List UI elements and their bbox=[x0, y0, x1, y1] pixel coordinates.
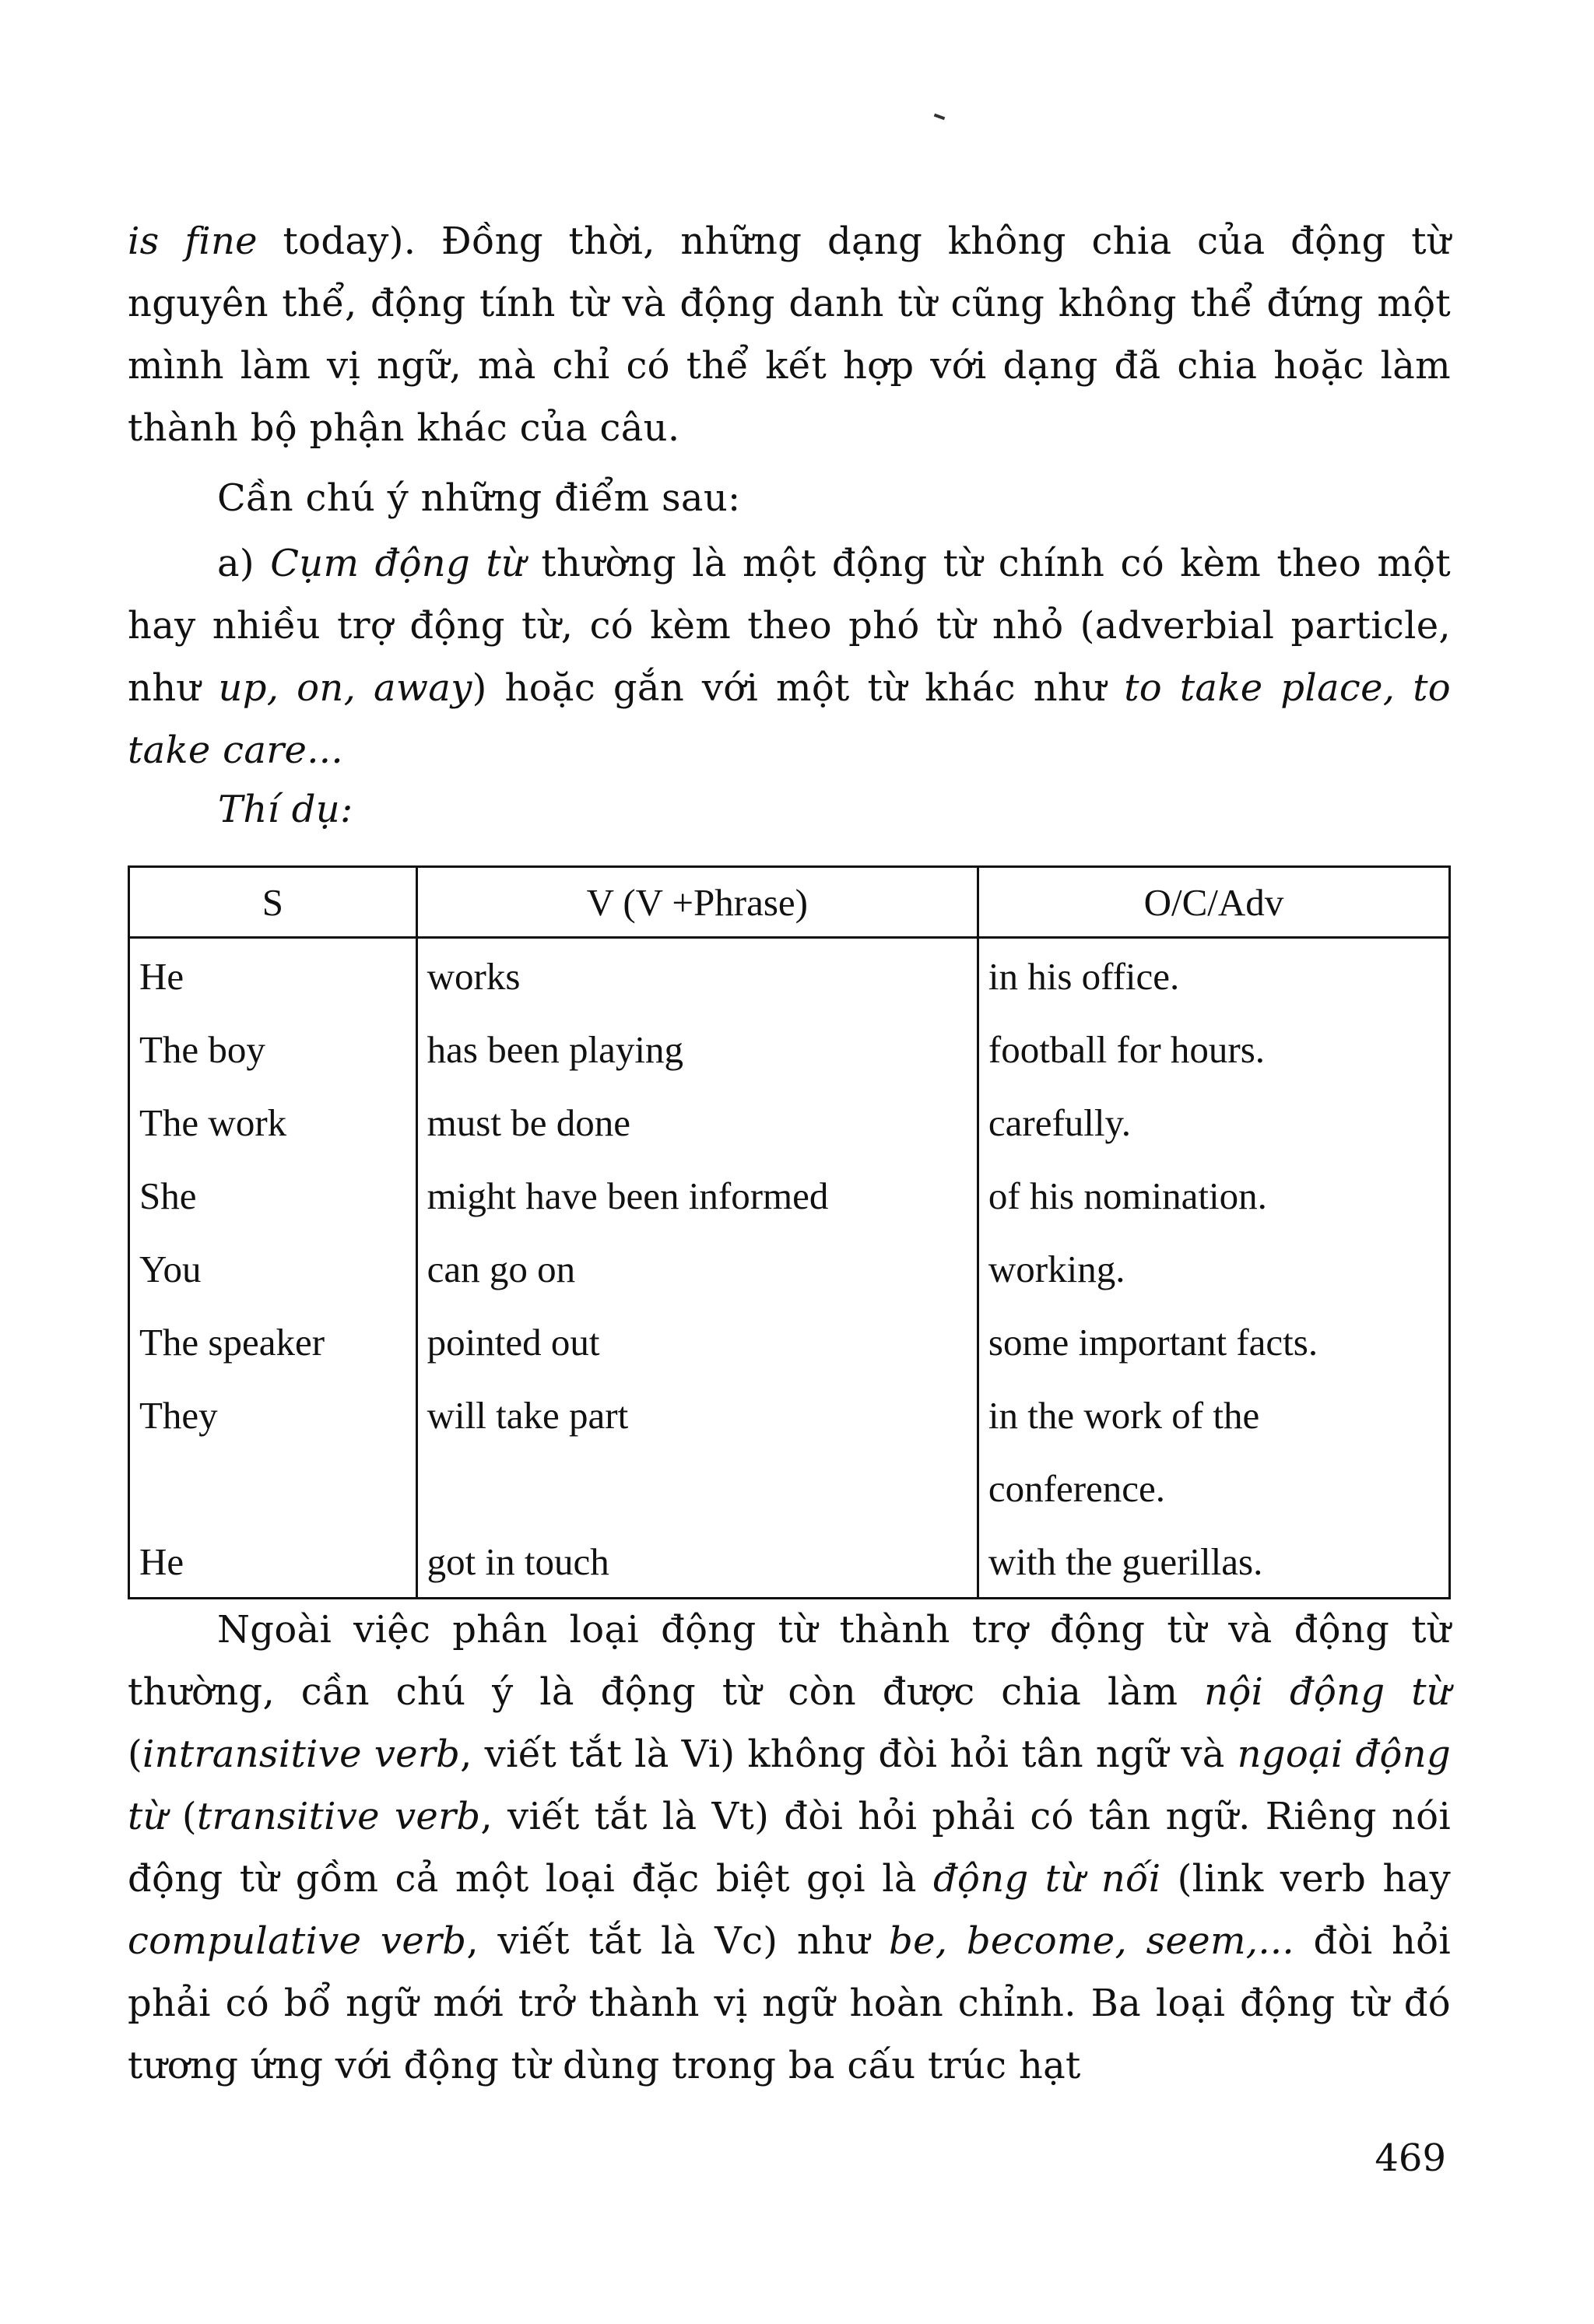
paragraph-note-intro bbox=[128, 467, 1451, 529]
table-row bbox=[129, 1378, 1450, 1451]
cell-subject bbox=[129, 1451, 417, 1524]
examples-italic: be, become, seem,... bbox=[889, 1919, 1294, 1963]
term-italic: Cụm động từ bbox=[270, 542, 526, 585]
cell-object: conference. bbox=[978, 1451, 1449, 1524]
term-italic: transitive verb bbox=[196, 1795, 481, 1838]
paragraph-text: today). Đồng thời, những dạng không chia của động từ nguyên thể, động tính từ và động danh từ cũng không thể đứng một mình làm vị ngữ, mà chỉ có thể kết hợp với dạng đã chia hoặc làm thành bộ phận khác của câu. bbox=[128, 219, 1451, 450]
paragraph-text: đòi hỏi phải có bổ ngữ mới trở thành vị ngữ hoàn chỉnh. Ba loại động từ đó tương ứng với động từ dùng trong ba cấu trúc hạt bbox=[128, 1919, 1452, 2087]
paragraph-text: (link verb hay bbox=[1160, 1857, 1452, 1901]
examples-italic: to take place, to take care... bbox=[128, 666, 1451, 772]
cell-verb: might have been informed bbox=[416, 1158, 978, 1231]
cell-subject: They bbox=[129, 1378, 417, 1451]
cell-object: with the guerillas. bbox=[978, 1524, 1449, 1599]
table-row bbox=[129, 1231, 1450, 1304]
cell-subject: She bbox=[129, 1158, 417, 1231]
table-row bbox=[129, 1012, 1450, 1085]
list-marker: a) bbox=[217, 542, 271, 585]
cell-object: in the work of the bbox=[978, 1378, 1449, 1451]
page-number: 469 bbox=[1375, 2136, 1446, 2180]
paragraph-text: thường là một động từ chính có kèm theo một hay nhiều trợ động từ, có kèm theo phó từ nhỏ (adverbial particle, như bbox=[128, 542, 1451, 710]
term-italic: động từ nối bbox=[933, 1857, 1161, 1901]
table-row bbox=[129, 1524, 1450, 1599]
table-row bbox=[129, 1085, 1450, 1158]
cell-verb: will take part bbox=[416, 1378, 978, 1451]
cell-subject: The boy bbox=[129, 1012, 417, 1085]
cell-verb: can go on bbox=[416, 1231, 978, 1304]
table-header-row bbox=[129, 867, 1450, 938]
table-row bbox=[129, 1451, 1450, 1524]
table-row bbox=[129, 938, 1450, 1013]
table-row bbox=[129, 1304, 1450, 1378]
paragraph-text: ( bbox=[167, 1795, 197, 1838]
header-verb: V (V +Phrase) bbox=[416, 867, 978, 938]
cell-verb: pointed out bbox=[416, 1304, 978, 1378]
cell-subject: He bbox=[129, 1524, 417, 1599]
verb-phrase-table bbox=[128, 865, 1451, 1599]
paragraph-verb-phrase bbox=[128, 532, 1451, 781]
paragraph-text: , viết tắt là Vt) đòi hỏi phải có tân ngữ. Riêng nói động từ gồm cả một loại đặc biệt gọi là bbox=[128, 1795, 1451, 1901]
cell-object: carefully. bbox=[978, 1085, 1449, 1158]
examples-italic: up, on, away bbox=[218, 666, 472, 710]
cell-object: working. bbox=[978, 1231, 1449, 1304]
term-italic: nội động từ bbox=[1204, 1670, 1451, 1714]
header-object: O/C/Adv bbox=[978, 867, 1449, 938]
paragraph-text: ) hoặc gắn với một từ khác như bbox=[472, 666, 1125, 710]
term-italic: ngoại động từ bbox=[128, 1732, 1451, 1838]
paragraph-verb-types bbox=[128, 1599, 1451, 2097]
paragraph-continuation bbox=[128, 210, 1451, 459]
paragraph-text: Cần chú ý những điểm sau: bbox=[217, 476, 741, 520]
cell-verb: must be done bbox=[416, 1085, 978, 1158]
cell-verb: works bbox=[416, 938, 978, 1013]
cell-verb bbox=[416, 1451, 978, 1524]
paragraph-text: , viết tắt là Vc) như bbox=[466, 1919, 890, 1963]
cell-object: football for hours. bbox=[978, 1012, 1449, 1085]
paragraph-text: , viết tắt là Vi) không đòi hỏi tân ngữ và bbox=[460, 1732, 1238, 1776]
italic-phrase: is fine bbox=[128, 219, 258, 263]
term-italic: compulative verb bbox=[128, 1919, 467, 1963]
cell-verb: has been playing bbox=[416, 1012, 978, 1085]
cell-subject: The speaker bbox=[129, 1304, 417, 1378]
cell-object: of his nomination. bbox=[978, 1158, 1449, 1231]
cell-subject: He bbox=[129, 938, 417, 1013]
paragraph-text: ( bbox=[128, 1732, 143, 1776]
header-subject: S bbox=[129, 867, 417, 938]
scan-speck bbox=[934, 114, 946, 121]
cell-subject: The work bbox=[129, 1085, 417, 1158]
term-italic: intransitive verb bbox=[142, 1732, 461, 1776]
cell-subject: You bbox=[129, 1231, 417, 1304]
example-label: Thí dụ: bbox=[218, 788, 353, 831]
cell-object: in his office. bbox=[978, 938, 1449, 1013]
table-row bbox=[129, 1158, 1450, 1231]
cell-verb: got in touch bbox=[416, 1524, 978, 1599]
paragraph-text: Ngoài việc phân loại động từ thành trợ động từ và động từ thường, cần chú ý là động từ còn được chia làm bbox=[128, 1608, 1451, 1714]
cell-object: some important facts. bbox=[978, 1304, 1449, 1378]
